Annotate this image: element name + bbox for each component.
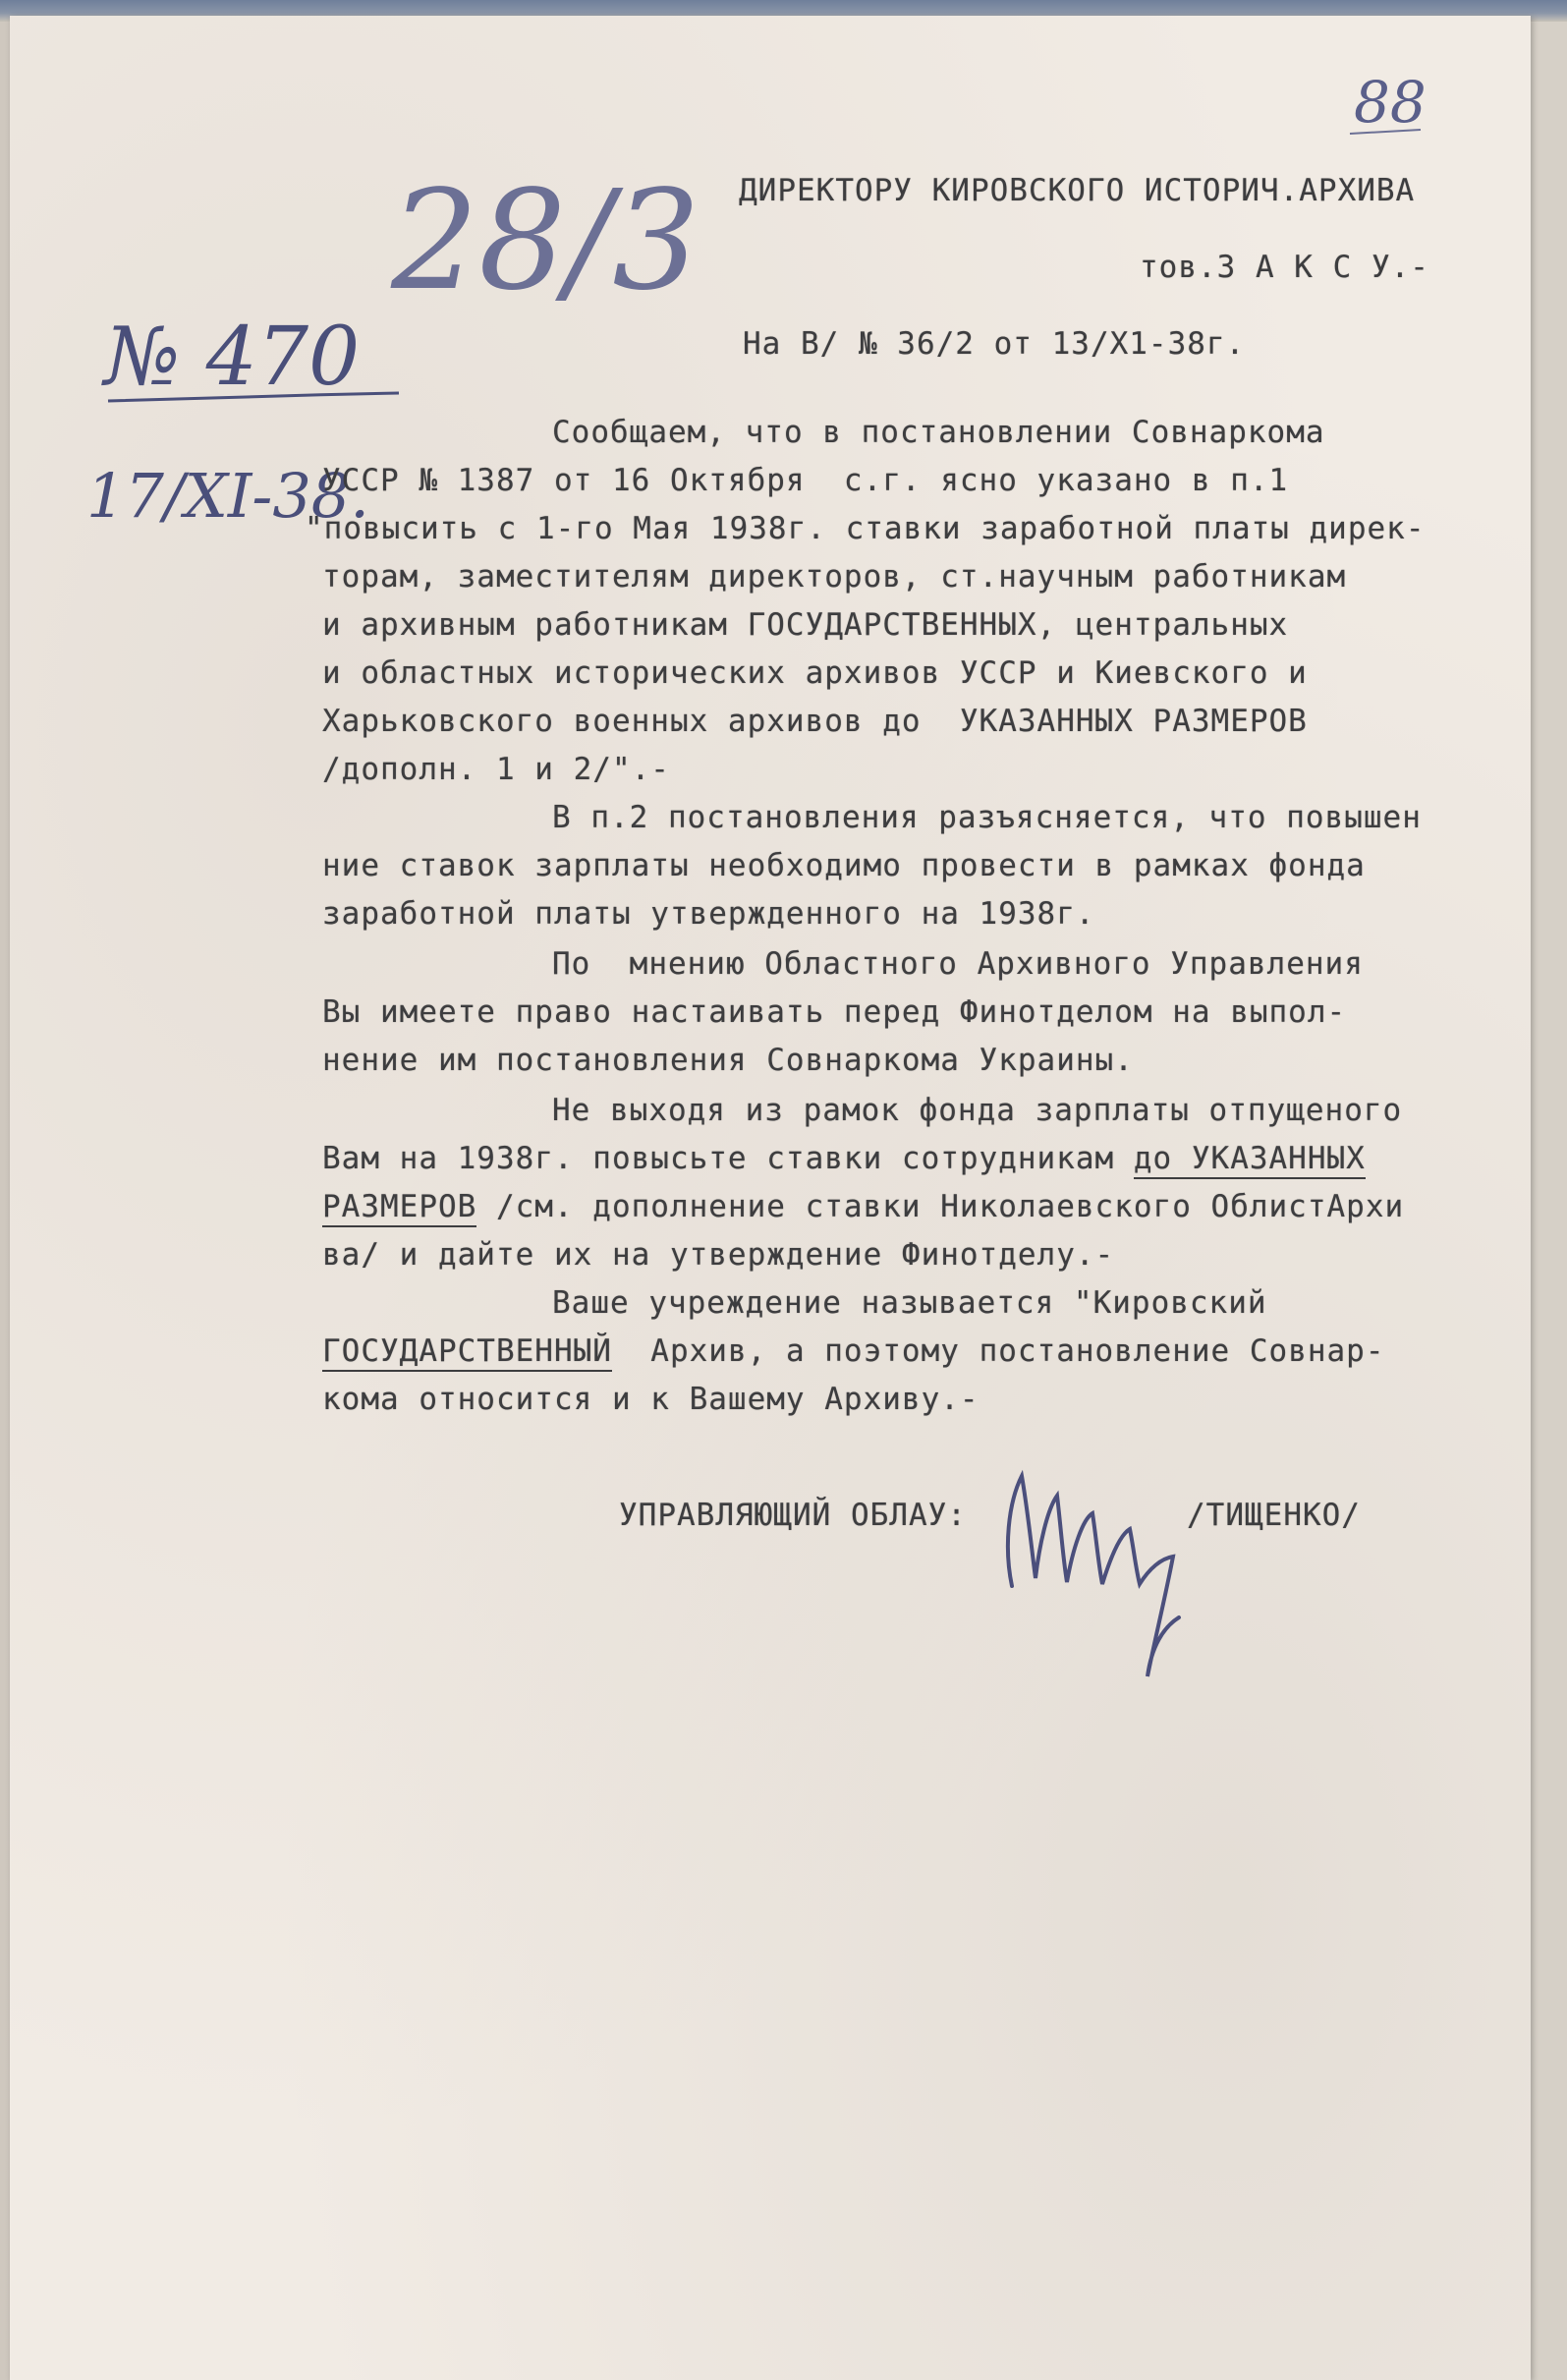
folio-number: 88 bbox=[1354, 69, 1427, 136]
body-p1-line-6: и областных исторических архивов УССР и Киевского и bbox=[322, 655, 1308, 691]
signature-name: /ТИЩЕНКО/ bbox=[1187, 1498, 1361, 1533]
body-p5-line-1: Ваше учреждение называется "Кировский bbox=[552, 1285, 1267, 1321]
body-p2-line-1: В п.2 постановления разъясняется, что повышен bbox=[552, 800, 1422, 835]
underlined-sizes-1: до УКАЗАННЫХ bbox=[1134, 1141, 1366, 1179]
body-p1-line-4: торам, заместителям директоров, ст.научным работникам bbox=[322, 559, 1347, 595]
registration-date: 17/XI-38. bbox=[86, 460, 369, 532]
document-sheet bbox=[10, 16, 1531, 2380]
reference-line: На В/ № 36/2 от 13/Х1-38г. bbox=[743, 326, 1246, 362]
body-p2-line-2: ние ставок зарплаты необходимо провести в рамках фонда bbox=[322, 848, 1366, 883]
body-p2-line-3: заработной платы утвержденного на 1938г. bbox=[322, 896, 1095, 932]
body-p4-line-1: Не выходя из рамок фонда зарплаты отпущеного bbox=[552, 1093, 1403, 1128]
registration-number: № 470 bbox=[104, 311, 361, 404]
body-p4-line-3-text: /см. дополнение ставки Николаевского ОблистАрхи bbox=[476, 1189, 1405, 1224]
body-p4-line-4: ва/ и дайте их на утверждение Финотделу.- bbox=[322, 1237, 1115, 1273]
body-p1-line-8: /дополн. 1 и 2/".- bbox=[322, 752, 670, 787]
signature-scribble bbox=[10, 16, 1531, 2380]
body-p3-line-3: нение им постановления Совнаркома Украины. bbox=[322, 1043, 1134, 1078]
underlined-sizes-2: РАЗМЕРОВ bbox=[322, 1189, 476, 1227]
body-p3-line-2: Вы имеете право настаивать перед Финотделом на выпол- bbox=[322, 994, 1347, 1030]
body-p1-line-7: Харьковского военных архивов до УКАЗАННЫХ РАЗМЕРОВ bbox=[322, 704, 1308, 739]
body-p4-line-2-text: Вам на 1938г. повысьте ставки сотрудникам bbox=[322, 1141, 1134, 1176]
body-p1-line-1: Сообщаем, что в постановлении Совнаркома bbox=[552, 415, 1325, 450]
signature-title: УПРАВЛЯЮЩИЙ ОБЛАУ: bbox=[619, 1498, 967, 1533]
addressee-line-1: ДИРЕКТОРУ КИРОВСКОГО ИСТОРИЧ.АРХИВА bbox=[739, 173, 1416, 208]
body-p1-line-2: УССР № 1387 от 16 Октября с.г. ясно указано в п.1 bbox=[322, 463, 1289, 498]
body-p5-line-2-text: Архив, а поэтому постановление Совнар- bbox=[611, 1333, 1385, 1369]
handwritten-code: 28/3 bbox=[391, 161, 700, 321]
underlined-state: ГОСУДАРСТВЕННЫЙ bbox=[322, 1333, 612, 1372]
body-p1-line-3: "повысить с 1-го Мая 1938г. ставки заработной платы дирек- bbox=[305, 511, 1426, 546]
body-p3-line-1: По мнению Областного Архивного Управления bbox=[552, 946, 1364, 982]
body-p1-line-5: и архивным работникам ГОСУДАРСТВЕННЫХ, центральных bbox=[322, 607, 1289, 643]
body-p5-line-3: кома относится и к Вашему Архиву.- bbox=[322, 1382, 979, 1417]
addressee-line-2: тов.З А К С У.- bbox=[1140, 250, 1429, 285]
